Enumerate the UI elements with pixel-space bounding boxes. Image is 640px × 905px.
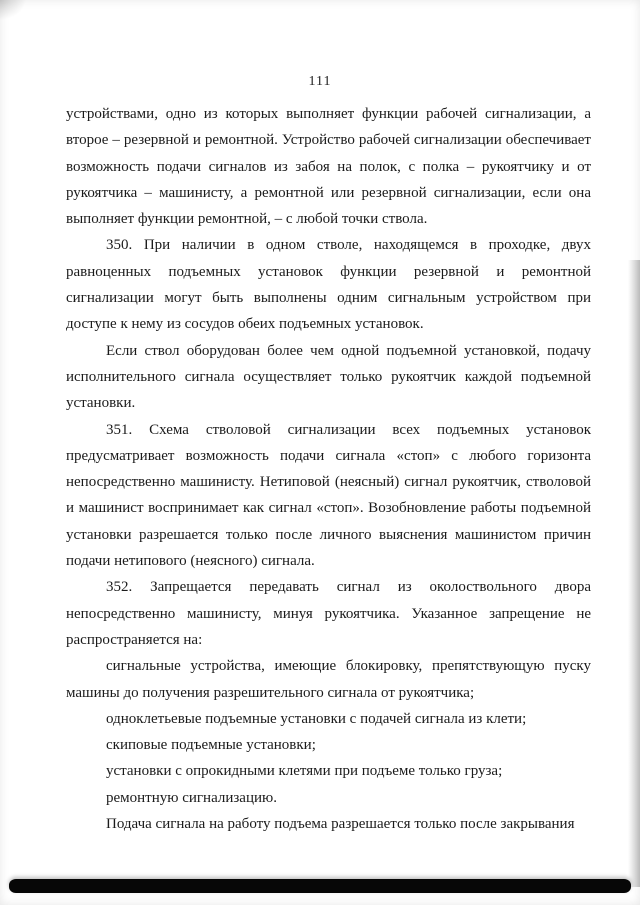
list-item: скиповые подъемные установки; xyxy=(106,737,316,754)
paragraph-351: 351. Схема стволовой сигнализации всех подъемных установок предусматривает возможность подачи сигнала «стоп» с любого горизонта непосредственно машинисту. Нетиповой (неясный) сигнал рукоятчик, стволовой и машинист воспринимает как сигнал «стоп». Возобновление работы подъемной установки разрешается только после личного выяснения машинистом причин подачи нетипового (неясного) сигнала. xyxy=(66,421,591,570)
paragraph-closing: Подача сигнала на работу подъема разрешается только после закрывания xyxy=(106,816,575,833)
paragraph-352: 352. Запрещается передавать сигнал из околоствольного двора непосредственно машинисту, минуя рукоятчика. Указанное запрещение не распространяется на: xyxy=(66,579,591,648)
paragraph-350: 350. При наличии в одном стволе, находящемся в проходке, двух равноценных подъемных установок функции резервной и ремонтной сигнализации могут быть выполнены одним сигнальным устройством при доступе к нему из сосудов обеих подъемных установок. xyxy=(66,237,591,333)
scan-corner-artifact xyxy=(0,0,26,20)
paragraph-continuation: устройствами, одно из которых выполняет функции рабочей сигнализации, а второе – резервной и ремонтной. Устройство рабочей сигнализации обеспечивает возможность подачи сигналов из забоя на полок, с полка – рукоятчику и от рукоятчика – машинисту, а ремонтной или резервной сигнализации, если она выполняет функции ремонтной, – с любой точки ствола. xyxy=(66,106,591,228)
list-item: ремонтную сигнализацию. xyxy=(106,789,277,806)
document-body xyxy=(0,101,640,837)
list-item: одноклетьевые подъемные установки с подачей сигнала из клети; xyxy=(106,710,527,727)
page-number: 111 xyxy=(308,74,332,89)
scan-bar-artifact xyxy=(9,879,631,893)
paragraph-350-note: Если ствол оборудован более чем одной подъемной установкой, подачу исполнительного сигнала осуществляет только рукоятчик каждой подъемной установки. xyxy=(66,342,591,412)
list-item: установки с опрокидными клетями при подъеме только груза; xyxy=(106,763,503,780)
list-item: сигнальные устройства, имеющие блокировку, препятствующую пуску машины до получения разрешительного сигнала от рукоятчика; xyxy=(66,658,591,701)
